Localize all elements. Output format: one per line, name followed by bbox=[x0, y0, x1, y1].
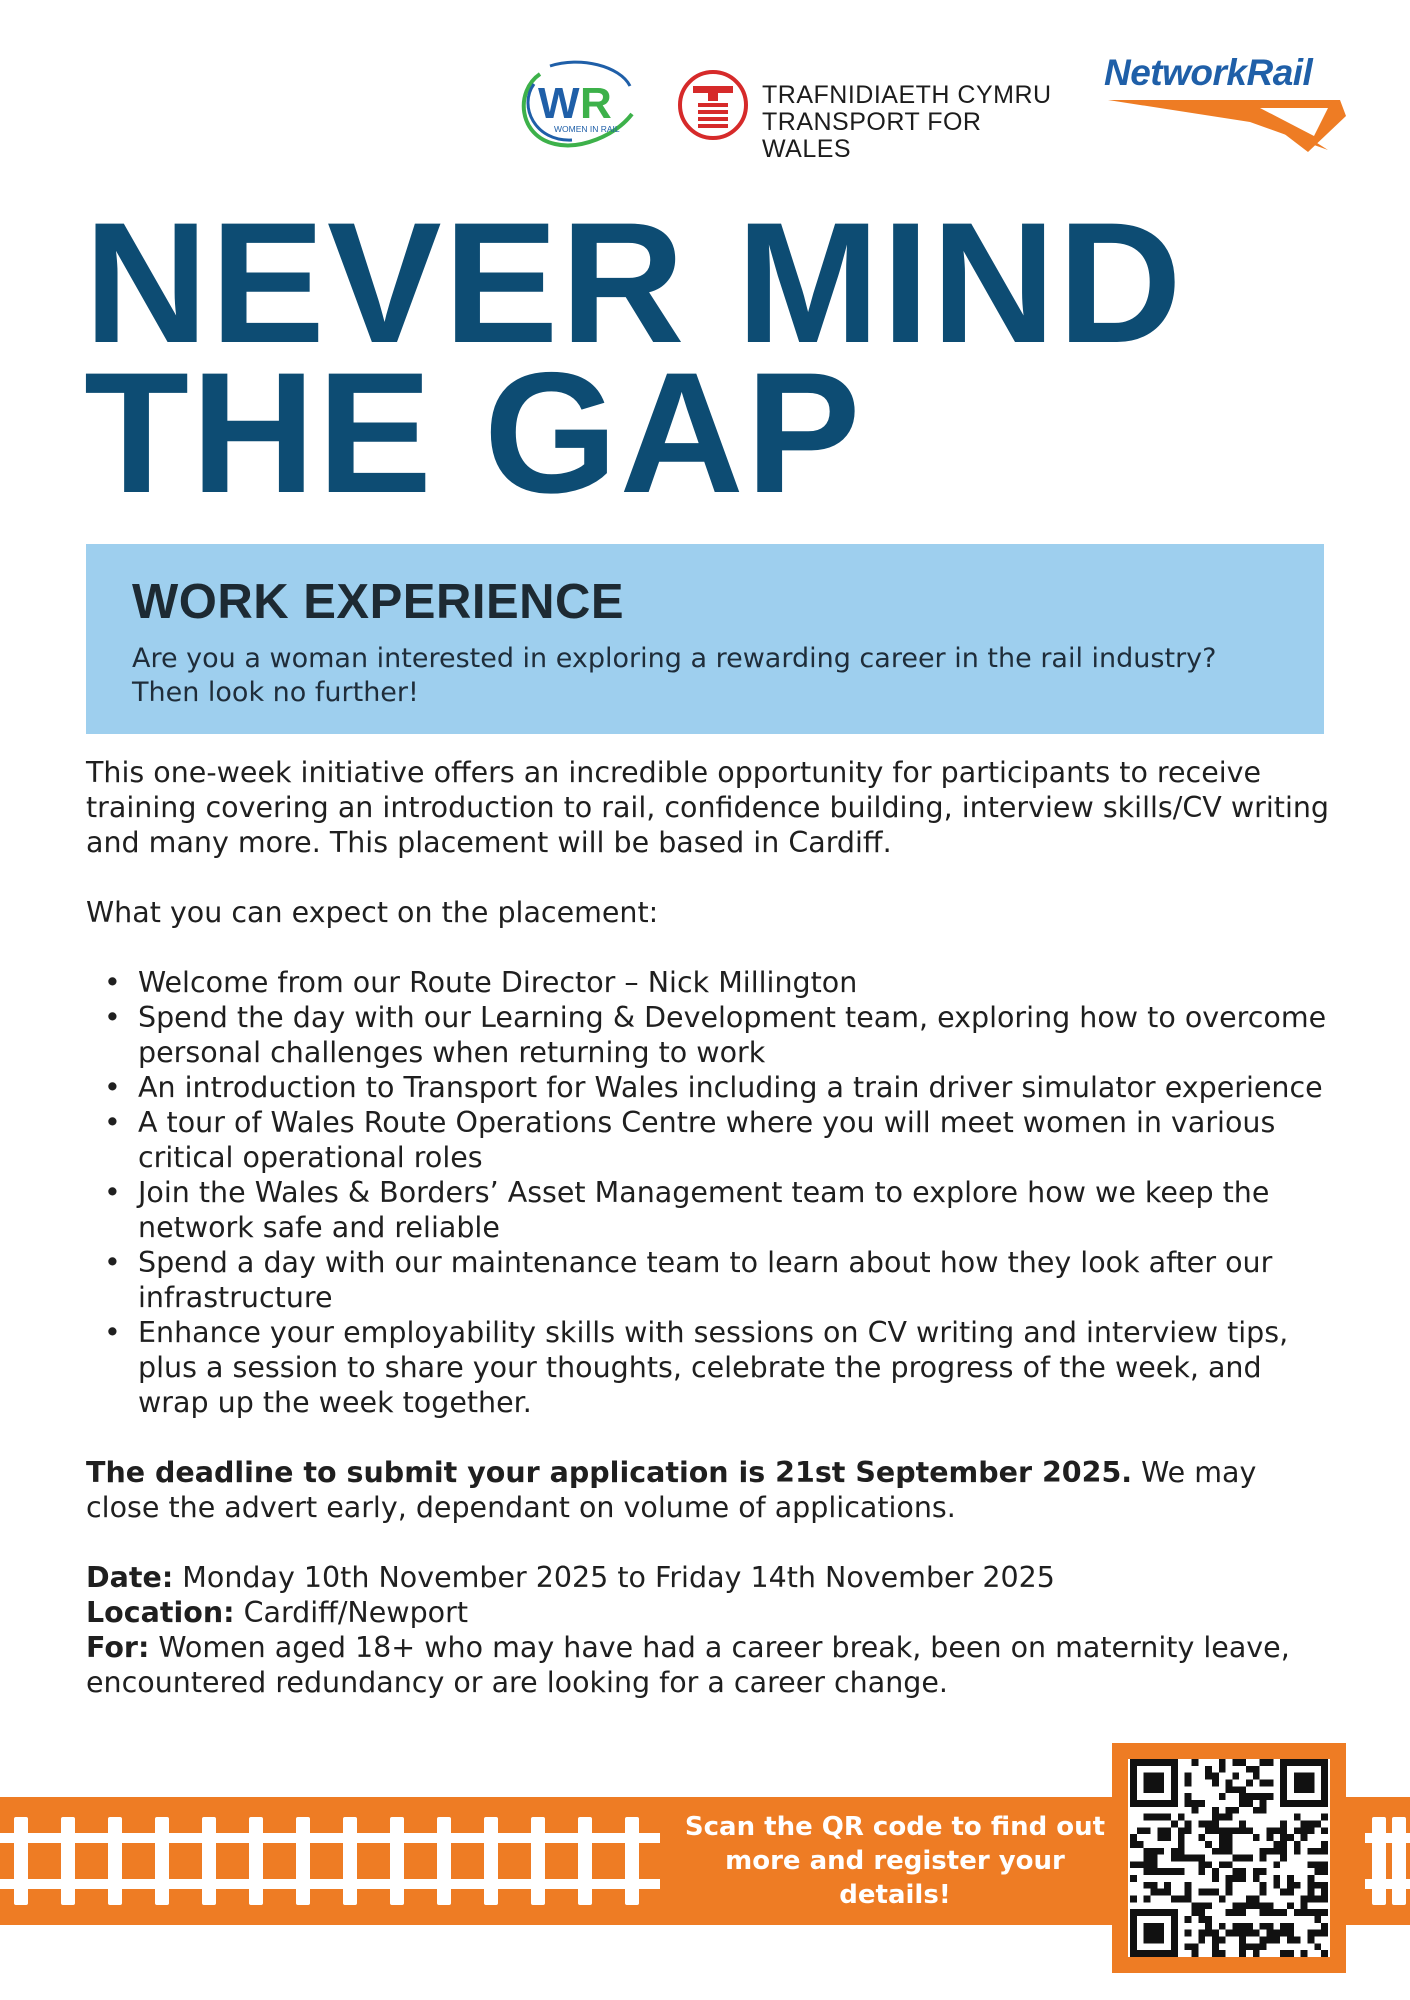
page-title bbox=[84, 187, 1184, 529]
for-line bbox=[86, 1630, 1336, 1700]
expect-heading: What you can expect on the placement: bbox=[86, 896, 659, 929]
women-in-rail-logo bbox=[510, 56, 640, 156]
banner-text: Are you a woman interested in exploring a rewarding career in the rail industry? Then look no further! bbox=[132, 643, 1217, 708]
location-line bbox=[86, 1595, 1336, 1630]
list-item: • Spend the day with our Learning & Development team, exploring how to overcome personal challenges when returning to work bbox=[138, 1000, 1336, 1070]
rail-sleeper bbox=[14, 1817, 28, 1905]
location-value: Cardiff/Newport bbox=[234, 1596, 469, 1629]
rail-sleeper bbox=[61, 1817, 75, 1905]
list-item: • Join the Wales & Borders’ Asset Management team to explore how we keep the network safe and reliable bbox=[138, 1175, 1336, 1245]
title-line-2: THE GAP bbox=[84, 337, 863, 529]
wr-initial-w: W bbox=[538, 79, 580, 128]
rail-line bbox=[0, 1879, 660, 1889]
date-line bbox=[86, 1560, 1336, 1595]
rail-sleeper bbox=[155, 1817, 169, 1905]
placement-list bbox=[86, 965, 1336, 1420]
rail-sleeper bbox=[343, 1817, 357, 1905]
intro-paragraph: This one-week initiative offers an incredible opportunity for participants to receive training covering an introduction to rail, confidence building, interview skills/CV writing and many more. This placement will be based in Cardiff. bbox=[86, 756, 1330, 859]
date-value: Monday 10th November 2025 to Friday 14th November 2025 bbox=[173, 1561, 1055, 1594]
rail-sleeper bbox=[249, 1817, 263, 1905]
deadline-bold: The deadline to submit your application is 21st September 2025. bbox=[86, 1456, 1133, 1489]
rail-sleeper bbox=[437, 1817, 451, 1905]
list-item: • A tour of Wales Route Operations Centre where you will meet women in various critical operational roles bbox=[138, 1105, 1336, 1175]
for-label: For: bbox=[86, 1631, 150, 1664]
title-line-1: NEVER MIND bbox=[84, 187, 1184, 379]
list-item: • An introduction to Transport for Wales including a train driver simulator experience bbox=[138, 1070, 1336, 1105]
rail-sleeper bbox=[296, 1817, 310, 1905]
rail-sleeper bbox=[578, 1817, 592, 1905]
date-label: Date: bbox=[86, 1561, 174, 1594]
scan-qr-text: Scan the QR code to find out more and register your details! bbox=[684, 1812, 1106, 1910]
network-rail-logo bbox=[1100, 52, 1360, 157]
rail-sleeper bbox=[202, 1817, 216, 1905]
rail-sleeper bbox=[531, 1817, 545, 1905]
tfw-emblem-icon bbox=[676, 68, 750, 142]
deadline-rest: We may close the advert early, dependant on volume of applications. bbox=[86, 1456, 1257, 1524]
for-value: Women aged 18+ who may have had a career break, been on maternity leave, encountered redundancy or are looking for a career change. bbox=[86, 1631, 1290, 1699]
logo-bar bbox=[0, 52, 1410, 162]
rail-sleeper bbox=[625, 1817, 639, 1905]
wr-initial-r: R bbox=[580, 79, 612, 128]
rail-line bbox=[0, 1833, 660, 1843]
rail-sleeper bbox=[390, 1817, 404, 1905]
work-experience-banner bbox=[86, 544, 1324, 734]
rail-sleeper bbox=[108, 1817, 122, 1905]
body-content bbox=[86, 755, 1336, 1700]
rail-sleeper bbox=[1392, 1817, 1406, 1905]
rail-sleeper bbox=[484, 1817, 498, 1905]
tfw-line-welsh: TRAFNIDIAETH CYMRU bbox=[762, 81, 1052, 109]
location-label: Location: bbox=[86, 1596, 235, 1629]
transport-for-wales-logo bbox=[676, 66, 1076, 163]
qr-frame bbox=[1112, 1743, 1346, 1973]
tfw-wordmark bbox=[762, 82, 1076, 163]
deadline-paragraph bbox=[86, 1455, 1336, 1525]
network-rail-arrow-icon bbox=[1100, 52, 1360, 157]
qr-code-icon[interactable] bbox=[1128, 1759, 1330, 1957]
list-item: • Enhance your employability skills with sessions on CV writing and interview tips, plus a session to share your thoughts, celebrate the progress of the week, and wrap up the week together. bbox=[138, 1315, 1336, 1420]
rail-sleeper bbox=[1372, 1817, 1386, 1905]
list-item: • Spend a day with our maintenance team to learn about how they look after our infrastructure bbox=[138, 1245, 1336, 1315]
network-rail-wordmark: NetworkRail bbox=[1104, 52, 1313, 93]
tfw-line-english: TRANSPORT FOR WALES bbox=[762, 108, 982, 163]
wr-tagline: WOMEN IN RAIL bbox=[554, 124, 620, 134]
list-item: • Welcome from our Route Director – Nick Millington bbox=[138, 965, 1336, 1000]
banner-heading: WORK EXPERIENCE bbox=[132, 575, 625, 629]
